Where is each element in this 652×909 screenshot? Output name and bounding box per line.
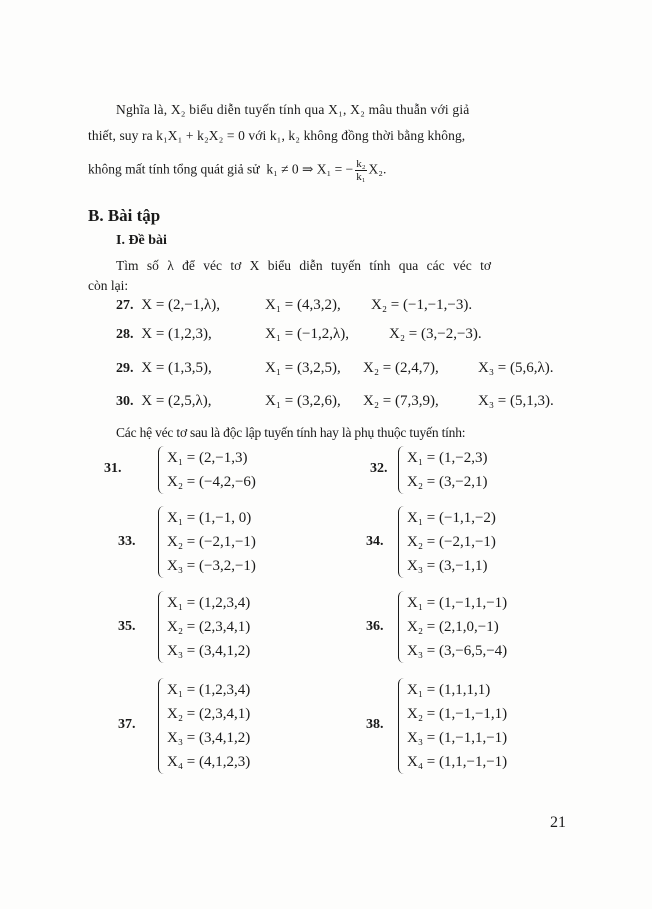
system-38-number: 38. xyxy=(366,717,384,732)
fraction-denominator: k₁ xyxy=(356,171,366,183)
system-row: X₂ = (−2,1,−1) xyxy=(167,534,256,550)
system-row: X₄ = (4,1,2,3) xyxy=(167,754,251,770)
problem-x: X = (1,3,5), xyxy=(141,360,212,376)
proof-line-3-text: không mất tính tổng quát giả sử xyxy=(88,161,260,177)
system-34-number: 34. xyxy=(366,534,384,549)
system-row: X₂ = (2,3,4,1) xyxy=(167,706,251,722)
page-number: 21 xyxy=(550,814,566,831)
brace xyxy=(398,506,405,578)
problem-number: 27. xyxy=(116,298,134,313)
problem-27-x2: X₂ = (−1,−1,−3). xyxy=(371,297,473,313)
system-row: X₂ = (3,−2,1) xyxy=(407,474,488,490)
system-row: X₄ = (1,1,−1,−1) xyxy=(407,754,508,770)
proof-line-3 xyxy=(88,158,386,183)
problem-27-x1: X₁ = (4,3,2), xyxy=(265,297,341,313)
problem-28-x1: X₁ = (−1,2,λ), xyxy=(265,326,349,342)
system-row: X₂ = (−2,1,−1) xyxy=(407,534,496,550)
brace xyxy=(398,446,405,494)
system-33-number: 33. xyxy=(118,534,136,549)
problem-29-x1: X₁ = (3,2,5), xyxy=(265,360,341,376)
problem-29-x2: X₂ = (2,4,7), xyxy=(363,360,439,376)
system-row: X₁ = (1,−2,3) xyxy=(407,450,488,466)
system-34 xyxy=(398,506,558,578)
system-row: X₁ = (−1,1,−2) xyxy=(407,510,496,526)
proof-line-2: thiết, suy ra k₁X₁ + k₂X₂ = 0 với k₁, k₂ không đồng thời bằng không, xyxy=(88,128,466,143)
problem-number: 30. xyxy=(116,394,134,409)
section-subtitle: I. Đề bài xyxy=(116,233,167,248)
system-row: X₃ = (3,4,1,2) xyxy=(167,730,251,746)
system-row: X₂ = (2,1,0,−1) xyxy=(407,619,499,635)
proof-line-3-end: X₂. xyxy=(368,161,387,177)
system-32 xyxy=(398,446,558,494)
problem-30-x1: X₁ = (3,2,6), xyxy=(265,393,341,409)
system-36 xyxy=(398,591,568,663)
system-row: X₂ = (−4,2,−6) xyxy=(167,474,256,490)
fraction xyxy=(355,158,366,183)
system-row: X₁ = (1,1,1,1) xyxy=(407,682,491,698)
system-row: X₁ = (1,−1, 0) xyxy=(167,510,252,526)
system-row: X₃ = (3,−1,1) xyxy=(407,558,488,574)
brace xyxy=(398,591,405,663)
system-row: X₁ = (2,−1,3) xyxy=(167,450,248,466)
problem-30-x3: X₃ = (5,1,3). xyxy=(478,393,554,409)
system-row: X₃ = (1,−1,1,−1) xyxy=(407,730,508,746)
problem-number: 28. xyxy=(116,327,134,342)
problem-x: X = (2,5,λ), xyxy=(141,393,212,409)
problem-30 xyxy=(116,393,212,410)
problem-x: X = (2,−1,λ), xyxy=(141,297,221,313)
proof-line-1: Nghĩa là, X₂ biểu diễn tuyến tính qua X₁, X₂ mâu thuẫn với giả xyxy=(116,102,470,117)
system-37-number: 37. xyxy=(118,717,136,732)
proof-line-3-cond: k₁ ≠ 0 ⇒ X₁ = − xyxy=(266,161,354,177)
system-35 xyxy=(158,591,318,663)
brace xyxy=(158,506,165,578)
system-row: X₃ = (−3,2,−1) xyxy=(167,558,256,574)
problem-x: X = (1,2,3), xyxy=(141,326,212,342)
system-row: X₃ = (3,−6,5,−4) xyxy=(407,643,508,659)
problem-number: 29. xyxy=(116,361,134,376)
system-32-number: 32. xyxy=(370,461,388,476)
system-row: X₂ = (2,3,4,1) xyxy=(167,619,251,635)
problem-28 xyxy=(116,326,212,343)
problem-30-x2: X₂ = (7,3,9), xyxy=(363,393,439,409)
problem-29 xyxy=(116,360,212,377)
system-row: X₁ = (1,−1,1,−1) xyxy=(407,595,508,611)
brace xyxy=(398,678,405,774)
system-31-number: 31. xyxy=(104,461,122,476)
fraction-numerator: k₂ xyxy=(356,158,366,170)
system-row: X₃ = (3,4,1,2) xyxy=(167,643,251,659)
intro-line-2: còn lại: xyxy=(88,278,129,293)
system-31 xyxy=(158,446,318,494)
system-row: X₂ = (1,−1,−1,1) xyxy=(407,706,508,722)
system-38 xyxy=(398,678,568,774)
system-row: X₁ = (1,2,3,4) xyxy=(167,682,251,698)
system-37 xyxy=(158,678,318,774)
problem-28-x2: X₂ = (3,−2,−3). xyxy=(389,326,482,342)
problem-29-x3: X₃ = (5,6,λ). xyxy=(478,360,554,376)
system-33 xyxy=(158,506,318,578)
brace xyxy=(158,446,165,494)
intro-line-1: Tìm số λ để véc tơ X biểu diễn tuyến tính qua các véc tơ xyxy=(116,258,491,273)
problem-27 xyxy=(116,297,220,314)
systems-intro: Các hệ véc tơ sau là độc lập tuyến tính hay là phụ thuộc tuyến tính: xyxy=(116,425,466,440)
section-title: B. Bài tập xyxy=(88,206,161,225)
brace xyxy=(158,678,165,774)
system-row: X₁ = (1,2,3,4) xyxy=(167,595,251,611)
brace xyxy=(158,591,165,663)
system-35-number: 35. xyxy=(118,619,136,634)
system-36-number: 36. xyxy=(366,619,384,634)
